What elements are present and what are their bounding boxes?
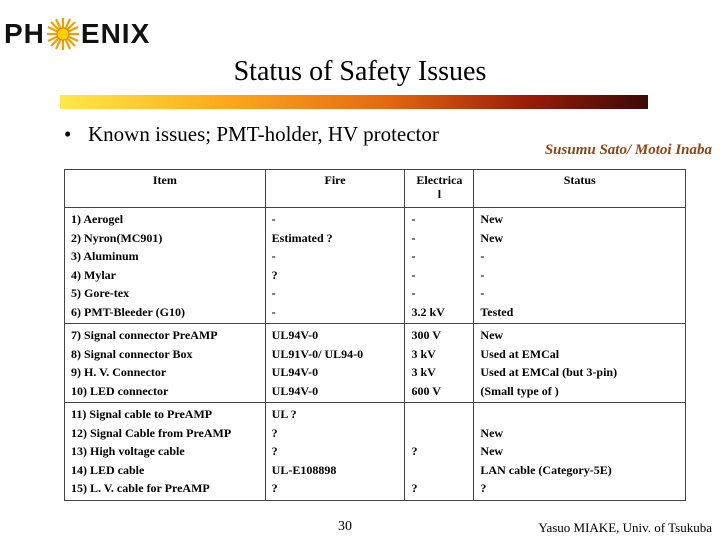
fire-line: ? [271,425,278,440]
fire-line: ? [271,481,278,495]
electrical-line: 3 kV [411,346,436,361]
item-line: 14) LED cable [71,462,145,477]
fire-line: UL94V-0 [271,383,319,398]
status-line: - [480,249,485,263]
authors: Susumu Sato/ Motoi Inaba [544,142,712,158]
electrical-line: 600 V [411,383,441,398]
fire-line: Estimated ? [271,230,333,245]
status-line: - [480,286,485,300]
item-line: 7) Signal connector PreAMP [71,328,218,342]
item-line: 3) Aluminum [71,249,139,263]
fire-line: ? [271,444,278,458]
cell-status [474,324,686,403]
status-line: LAN cable (Category-5E) [480,462,612,477]
header-item: Item [65,170,266,208]
table-body [65,208,686,501]
electrical-line: 3 kV [411,365,436,379]
cell-electrical [405,208,474,324]
status-line: New [480,230,504,245]
electrical-line: - [411,212,416,226]
item-line: 8) Signal connector Box [71,346,193,361]
table-row [65,208,686,324]
item-line: 6) PMT-Bleeder (G10) [71,304,185,319]
electrical-line: 3.2 kV [411,304,445,319]
item-line: 4) Mylar [71,267,116,282]
fire-line: UL94V-0 [271,328,319,342]
electrical-line: - [411,249,416,263]
electrical-line [411,424,467,443]
fire-line: UL ? [271,407,297,421]
cell-status [474,208,686,324]
cell-item [65,324,266,403]
safety-issues-table [64,169,686,501]
item-line: 2) Nyron(MC901) [71,230,163,245]
table-row [65,324,686,403]
status-line: ? [480,481,487,495]
logo-text-right: ENIX [80,18,151,49]
cell-item [65,403,266,501]
fire-line: UL94V-0 [271,365,319,379]
electrical-line: - [411,230,416,245]
bullet-text: Known issues; PMT-holder, HV protector [88,122,439,146]
sun-logo-icon [46,17,80,51]
status-line [480,405,679,424]
status-line: Tested [480,304,514,319]
gradient-divider [60,95,648,109]
fire-line: - [271,249,276,263]
item-line: 12) Signal Cable from PreAMP [71,425,232,440]
item-line: 10) LED connector [71,383,169,398]
cell-electrical [405,403,474,501]
item-line: 9) H. V. Connector [71,365,167,379]
bullet-marker: • [64,122,72,146]
status-line: Used at EMCal [480,346,560,361]
logo-text-left: PH [4,18,45,49]
header-electrical [405,170,474,208]
footer-affiliation: Yasuo MIAKE, Univ. of Tsukuba [538,520,712,535]
status-line: New [480,425,504,440]
fire-line: UL91V-0/ UL94-0 [271,346,364,361]
phenix-logo [4,14,150,54]
electrical-line: 300 V [411,328,441,342]
electrical-line: ? [411,481,418,495]
item-line: 11) Signal cable to PreAMP [71,407,213,421]
header-fire: Fire [265,170,405,208]
electrical-line [411,461,467,480]
cell-electrical [405,324,474,403]
status-line: - [480,267,485,282]
page-number: 30 [338,519,352,534]
electrical-line: ? [411,444,418,458]
header-electrical-text: Electrica l [416,173,463,201]
status-line: New [480,212,504,226]
item-line: 1) Aerogel [71,212,124,226]
status-line: Used at EMCal (but 3-pin) [480,365,618,379]
electrical-line [411,405,467,424]
fire-line: UL-E108898 [271,462,337,477]
cell-status [474,403,686,501]
electrical-line: - [411,286,416,300]
status-line: New [480,444,504,458]
fire-line: - [271,304,276,319]
slide-title: Status of Safety Issues [233,56,487,87]
cell-item [65,208,266,324]
item-line: 5) Gore-tex [71,286,130,300]
bullet-point [64,122,439,147]
item-line: 13) High voltage cable [71,444,185,458]
status-line: New [480,328,504,342]
header-status: Status [474,170,686,208]
status-line: (Small type of ) [480,383,559,398]
fire-line: ? [271,267,278,282]
electrical-line: - [411,267,416,282]
table-row [65,403,686,501]
fire-line: - [271,212,276,226]
cell-fire [265,324,405,403]
cell-fire [265,403,405,501]
item-line: 15) L. V. cable for PreAMP [71,481,210,495]
table-header-row [65,170,686,208]
cell-fire [265,208,405,324]
fire-line: - [271,286,276,300]
